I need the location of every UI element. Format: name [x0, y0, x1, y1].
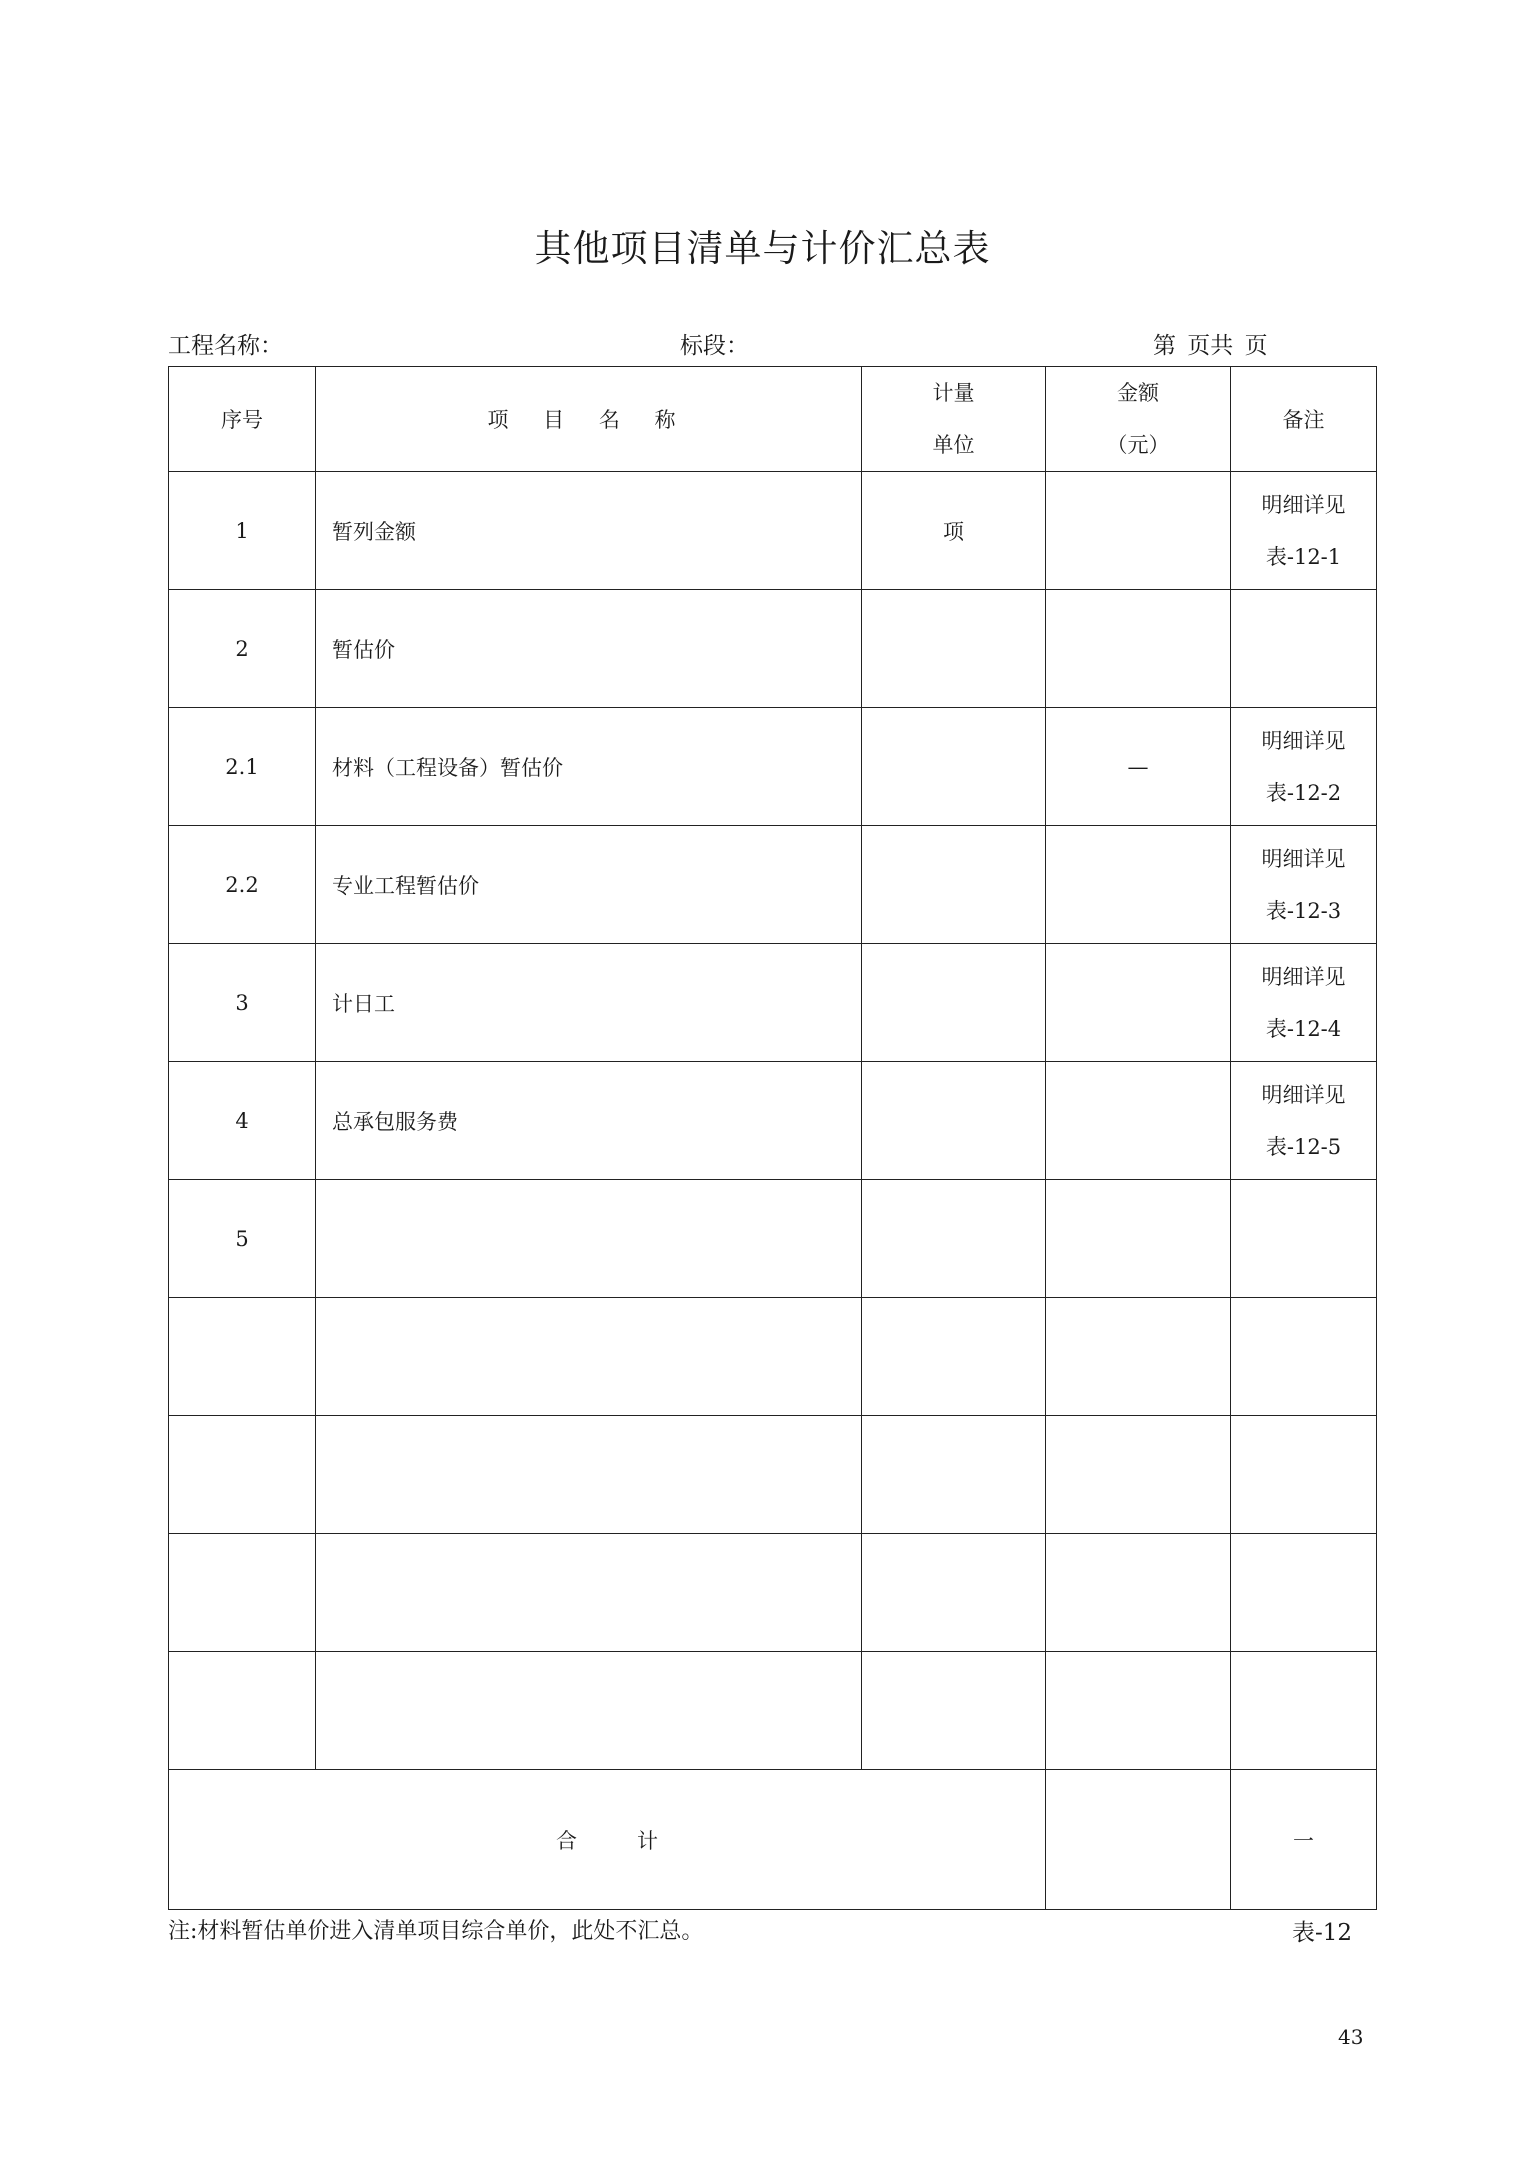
- table-row: [169, 1534, 1377, 1652]
- row-amount: [1046, 1534, 1231, 1652]
- row-unit: [862, 708, 1046, 826]
- row-remark: [1231, 590, 1377, 708]
- row-unit: [862, 944, 1046, 1062]
- table-row: [169, 1416, 1377, 1534]
- row-no: 2: [169, 590, 316, 708]
- row-no: [169, 1652, 316, 1770]
- row-remark: [1231, 472, 1377, 590]
- document-title: 其他项目清单与计价汇总表: [534, 227, 991, 270]
- row-no: [169, 1298, 316, 1416]
- page-number: 43: [1338, 2025, 1364, 2049]
- row-no: 2.1: [169, 708, 316, 826]
- header-no: 序号: [169, 367, 316, 472]
- row-remark: [1231, 1416, 1377, 1534]
- row-unit: [862, 1298, 1046, 1416]
- row-name: [316, 1180, 862, 1298]
- row-name: [316, 1652, 862, 1770]
- row-remark-line2: 表-12-1: [1265, 544, 1342, 569]
- row-remark: [1231, 826, 1377, 944]
- row-amount: [1046, 944, 1231, 1062]
- header-amount-line2: （元）: [1106, 433, 1170, 457]
- footnote: 注:材料暂估单价进入清单项目综合单价，此处不汇总。: [168, 1919, 704, 1944]
- row-no: [169, 1416, 316, 1534]
- header-amount: [1046, 367, 1231, 472]
- row-remark: [1231, 1298, 1377, 1416]
- table-row: [169, 708, 1377, 826]
- table-row: [169, 826, 1377, 944]
- row-unit: [862, 1534, 1046, 1652]
- row-no: 4: [169, 1062, 316, 1180]
- table-row: [169, 1062, 1377, 1180]
- row-amount: —: [1046, 708, 1231, 826]
- row-name: 材料（工程设备）暂估价: [316, 708, 862, 826]
- row-remark-line2: 表-12-5: [1265, 1134, 1342, 1159]
- row-remark: [1231, 1180, 1377, 1298]
- row-name: [316, 1534, 862, 1652]
- project-name-label: 工程名称：: [168, 333, 283, 359]
- total-row: [169, 1770, 1377, 1910]
- table-code: 表-12: [1292, 1920, 1353, 1946]
- row-amount: [1046, 1652, 1231, 1770]
- row-amount: [1046, 1298, 1231, 1416]
- table-row: [169, 1298, 1377, 1416]
- header-unit-line1: 计量: [932, 381, 975, 405]
- row-remark-line2: 表-12-4: [1265, 1016, 1342, 1041]
- header-unit-line2: 单位: [932, 433, 975, 457]
- total-amount: [1046, 1770, 1231, 1910]
- row-unit: [862, 590, 1046, 708]
- row-no: 5: [169, 1180, 316, 1298]
- row-amount: [1046, 826, 1231, 944]
- row-amount: [1046, 1416, 1231, 1534]
- row-unit: 项: [862, 472, 1046, 590]
- row-remark: [1231, 1062, 1377, 1180]
- row-no: [169, 1534, 316, 1652]
- header-amount-line1: 金额: [1117, 381, 1159, 405]
- row-amount: [1046, 472, 1231, 590]
- summary-table: [168, 366, 1377, 1910]
- row-unit: [862, 1416, 1046, 1534]
- row-remark-line2: 表-12-2: [1265, 780, 1342, 805]
- page-count-label: 第 页共 页: [1153, 333, 1268, 359]
- total-label: 合计: [169, 1770, 1046, 1910]
- row-remark-line1: 明细详见: [1261, 846, 1346, 871]
- table-row: [169, 472, 1377, 590]
- row-unit: [862, 1062, 1046, 1180]
- row-remark-line1: 明细详见: [1261, 964, 1346, 989]
- table-row: [169, 1652, 1377, 1770]
- row-name: 总承包服务费: [316, 1062, 862, 1180]
- row-remark-line1: 明细详见: [1261, 1082, 1346, 1107]
- row-name: 专业工程暂估价: [316, 826, 862, 944]
- row-remark: [1231, 708, 1377, 826]
- header-remark: 备注: [1231, 367, 1377, 472]
- row-no: 1: [169, 472, 316, 590]
- row-remark: [1231, 1652, 1377, 1770]
- row-amount: [1046, 1062, 1231, 1180]
- row-amount: [1046, 1180, 1231, 1298]
- row-no: 2.2: [169, 826, 316, 944]
- row-remark-line1: 明细详见: [1261, 728, 1346, 753]
- row-name: 暂列金额: [316, 472, 862, 590]
- row-unit: [862, 826, 1046, 944]
- header-row: [169, 367, 1377, 472]
- table-row: [169, 1180, 1377, 1298]
- header-name: 项 目 名 称: [316, 367, 862, 472]
- row-name: 计日工: [316, 944, 862, 1062]
- row-name: 暂估价: [316, 590, 862, 708]
- section-label: 标段：: [680, 333, 749, 359]
- row-no: 3: [169, 944, 316, 1062]
- table-row: [169, 590, 1377, 708]
- row-unit: [862, 1652, 1046, 1770]
- row-name: [316, 1298, 862, 1416]
- row-remark-line2: 表-12-3: [1265, 898, 1342, 923]
- row-amount: [1046, 590, 1231, 708]
- row-remark-line1: 明细详见: [1261, 492, 1346, 517]
- header-unit: [862, 367, 1046, 472]
- row-unit: [862, 1180, 1046, 1298]
- table-row: [169, 944, 1377, 1062]
- row-remark: [1231, 944, 1377, 1062]
- total-remark: 一: [1231, 1770, 1377, 1910]
- row-name: [316, 1416, 862, 1534]
- row-remark: [1231, 1534, 1377, 1652]
